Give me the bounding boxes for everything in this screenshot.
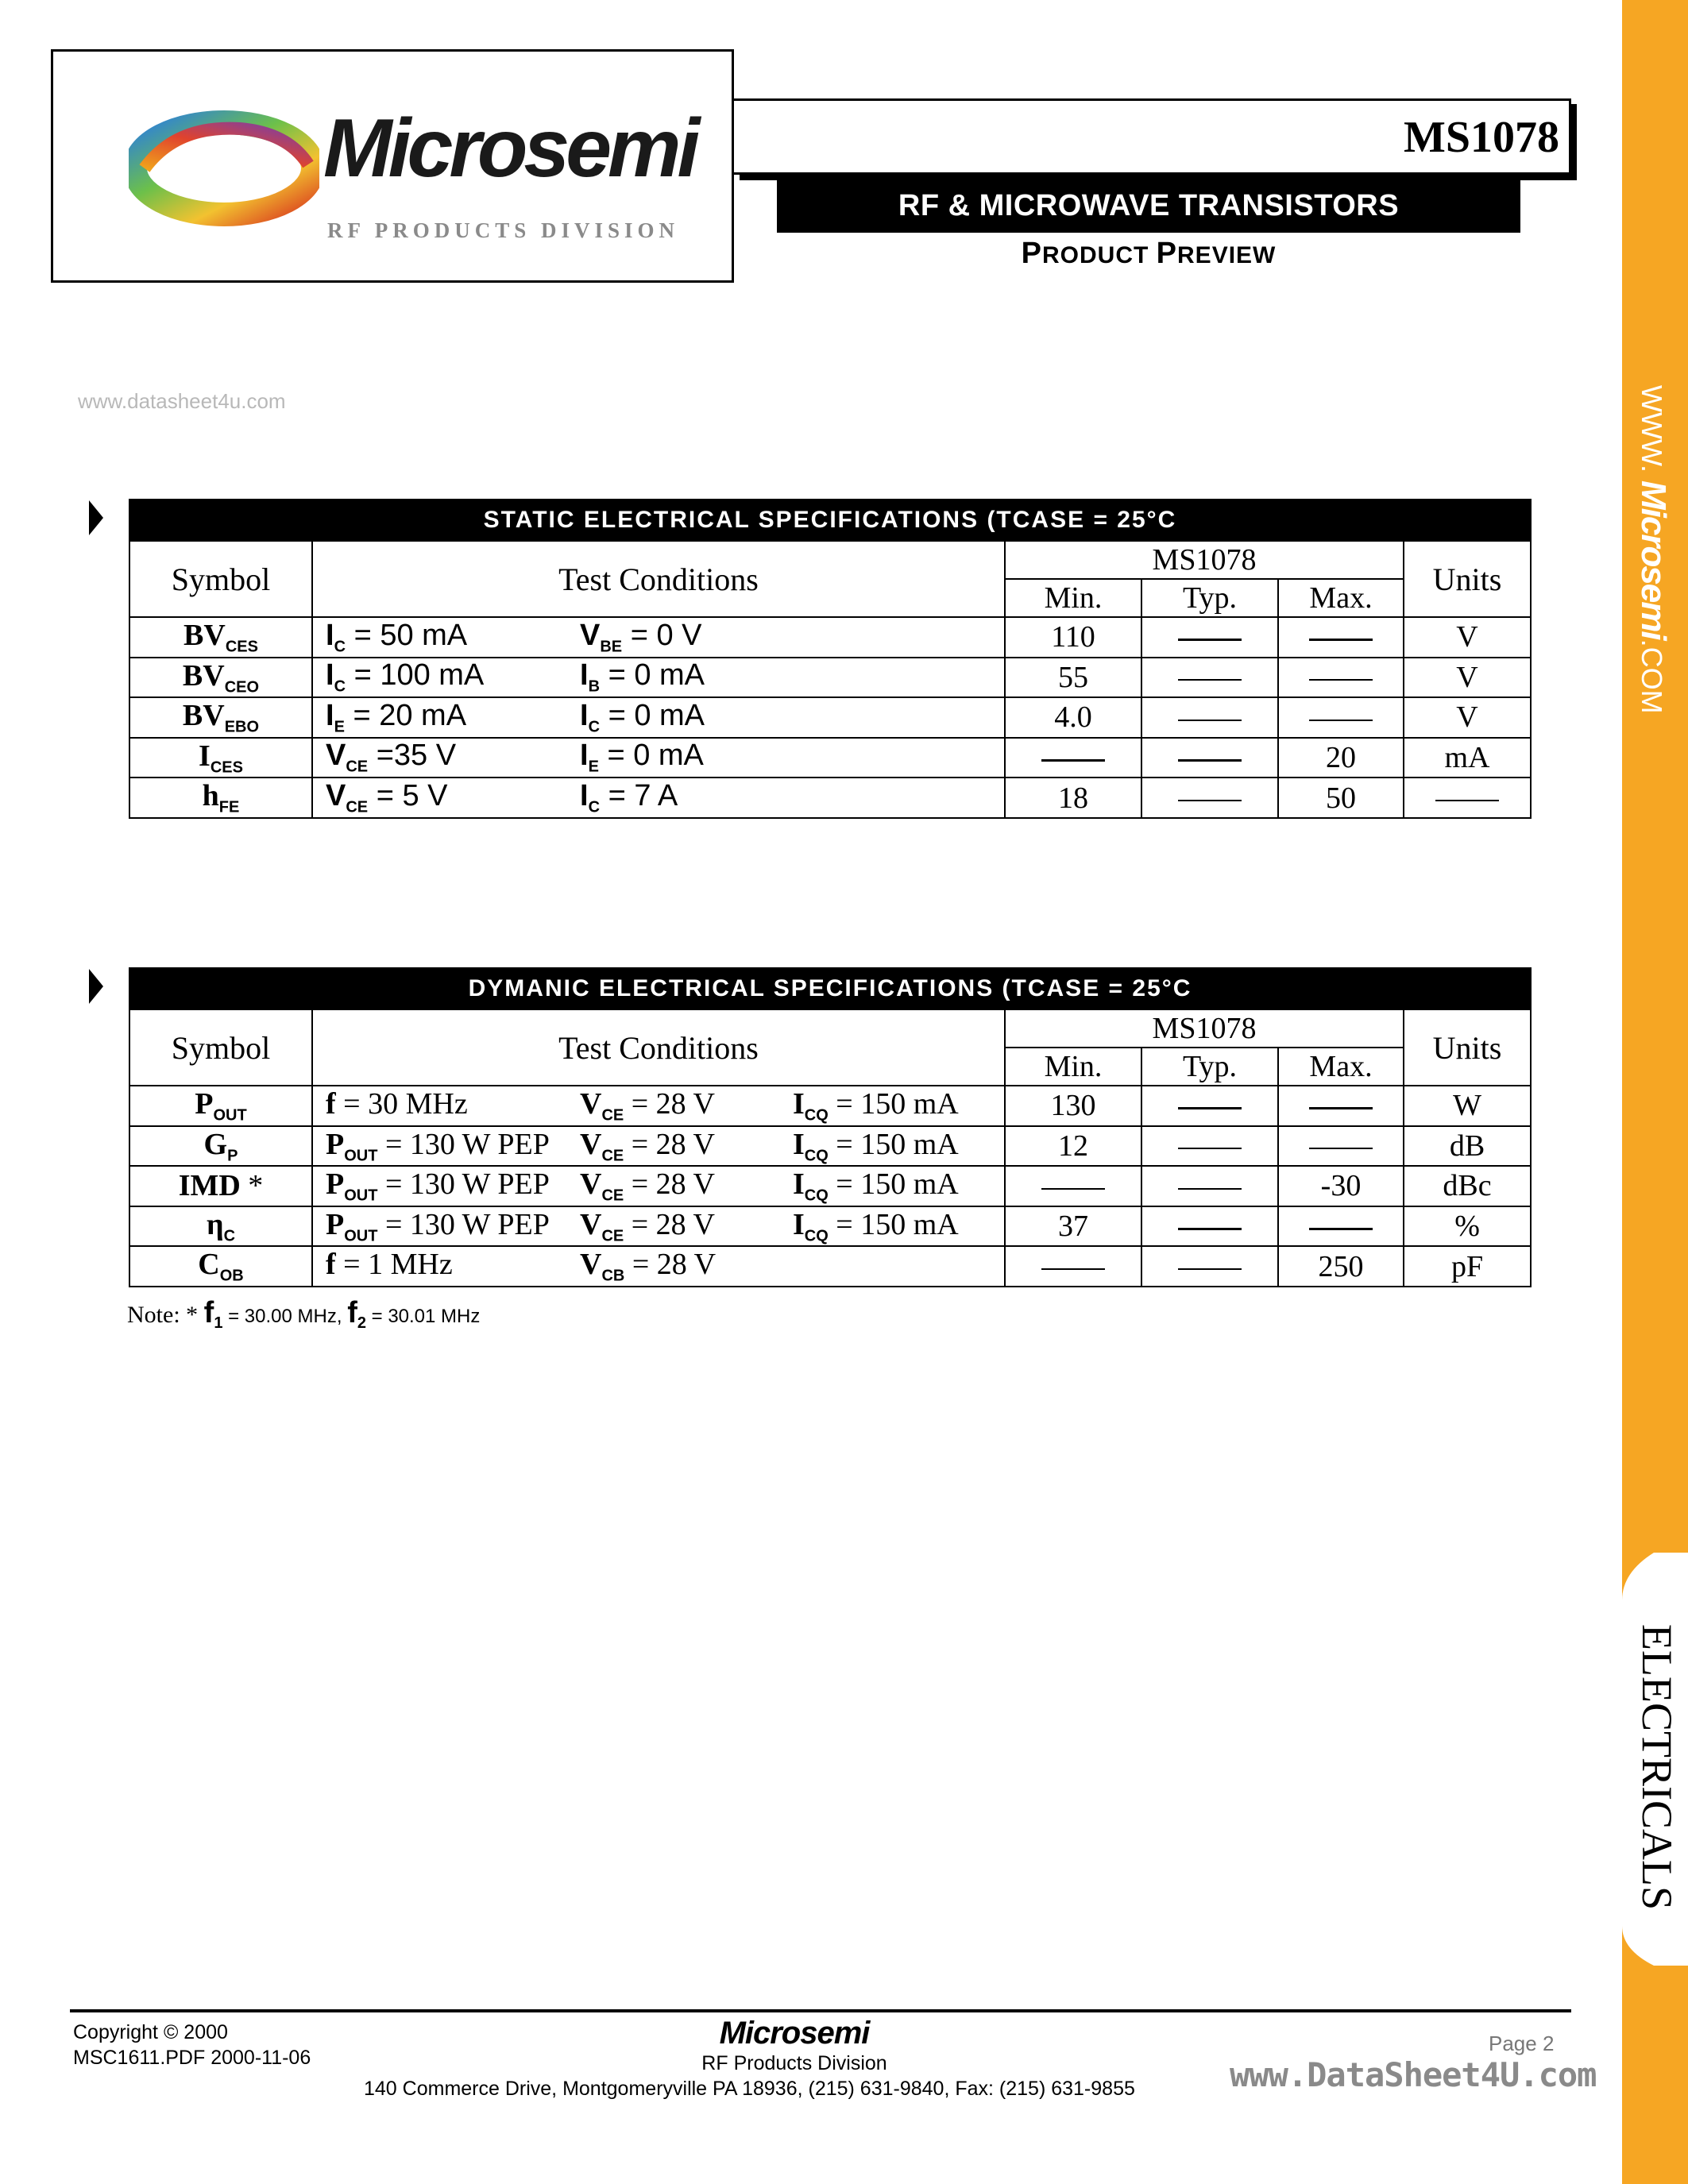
page-number: Page 2	[1489, 2032, 1555, 2055]
col-header-device: MS1078	[1005, 541, 1404, 579]
table-row	[129, 1166, 1531, 1206]
copyright-text: Copyright © 2000	[73, 2021, 228, 2043]
condition-c2: $I_C = 0$ mA	[580, 698, 705, 736]
max-value: 250	[1278, 1246, 1404, 1287]
not-specified-dash	[1309, 1228, 1373, 1230]
table-row	[129, 738, 1531, 778]
condition-c2: $I_B = 0$ mA	[580, 658, 705, 696]
min-value: 110	[1005, 617, 1141, 658]
typ-value	[1141, 617, 1278, 658]
conditions-cell	[312, 1126, 1005, 1167]
condition-c1: $P_{OUT} = 130$ W PEP	[326, 1167, 550, 1205]
footer-address: 140 Commerce Drive, Montgomeryville PA 18936, (215) 631-9840, Fax: (215) 631-9855	[364, 2078, 1135, 2100]
units-value: V	[1404, 617, 1531, 658]
watermark-url: www.datasheet4u.com	[78, 389, 286, 413]
max-value	[1278, 617, 1404, 658]
units-value: W	[1404, 1086, 1531, 1126]
condition-c1: f = 1 MHz	[326, 1248, 453, 1282]
symbol-cell: $BV_{CES}$	[129, 617, 312, 658]
static-specs-table	[129, 499, 1532, 819]
conditions-cell	[312, 617, 1005, 658]
min-value: 130	[1005, 1086, 1141, 1126]
typ-value	[1141, 738, 1278, 778]
section-marker-icon	[89, 500, 103, 535]
document-id: MSC1611.PDF 2000-11-06	[73, 2047, 311, 2069]
symbol-cell: $BV_{CEO}$	[129, 658, 312, 698]
max-value	[1278, 697, 1404, 738]
microsemi-logo-icon	[129, 93, 319, 236]
min-value: 37	[1005, 1206, 1141, 1247]
symbol-cell: $I_{CES}$	[129, 738, 312, 778]
col-header-symbol: Symbol	[129, 1009, 312, 1086]
not-specified-dash	[1178, 1188, 1242, 1190]
not-specified-dash	[1309, 720, 1373, 722]
units-value: %	[1404, 1206, 1531, 1247]
dynamic-specs-table	[129, 967, 1532, 1287]
conditions-cell	[312, 1246, 1005, 1287]
typ-value	[1141, 1166, 1278, 1206]
table-row	[129, 1086, 1531, 1126]
watermark-url: www.DataSheet4U.com	[1230, 2055, 1597, 2094]
table-heading: DYMANIC ELECTRICAL SPECIFICATIONS (TCASE = 25°C	[129, 968, 1531, 1009]
not-specified-dash	[1309, 1107, 1373, 1109]
typ-value	[1141, 1126, 1278, 1167]
not-specified-dash	[1178, 1107, 1242, 1109]
symbol-cell: IMD *	[129, 1166, 312, 1206]
footer-division: RF Products Division	[701, 2052, 887, 2074]
max-value	[1278, 1126, 1404, 1167]
col-header-min: Min.	[1005, 579, 1141, 617]
not-specified-dash	[1435, 800, 1499, 802]
condition-c2: $V_{CE} = 28$ V	[580, 1087, 715, 1125]
table-heading: STATIC ELECTRICAL SPECIFICATIONS (TCASE = 25°C	[129, 500, 1531, 541]
col-header-min: Min.	[1005, 1048, 1141, 1086]
units-value: V	[1404, 697, 1531, 738]
table-row	[129, 658, 1531, 698]
min-value	[1005, 1166, 1141, 1206]
conditions-cell	[312, 697, 1005, 738]
not-specified-dash	[1041, 1268, 1105, 1271]
units-value: dBc	[1404, 1166, 1531, 1206]
not-specified-dash	[1178, 1268, 1242, 1271]
condition-c1: $I_C = 50$ mA	[326, 618, 468, 656]
units-value: mA	[1404, 738, 1531, 778]
max-value: 50	[1278, 778, 1404, 818]
col-header-typ: Typ.	[1141, 579, 1278, 617]
footer-left	[73, 2020, 311, 2070]
section-marker-icon	[89, 969, 103, 1004]
condition-c1: f = 30 MHz	[326, 1087, 468, 1121]
not-specified-dash	[1309, 1148, 1373, 1150]
document-subtitle: PRODUCT PREVIEW	[1021, 237, 1277, 270]
not-specified-dash	[1309, 679, 1373, 681]
part-number-box	[734, 98, 1571, 175]
not-specified-dash	[1178, 759, 1242, 762]
division-label: RF PRODUCTS DIVISION	[327, 218, 680, 242]
table-row	[129, 778, 1531, 818]
max-value	[1278, 658, 1404, 698]
min-value: 4.0	[1005, 697, 1141, 738]
table-row	[129, 1206, 1531, 1247]
condition-c2: $V_{CE} = 28$ V	[580, 1207, 715, 1245]
logo-box	[51, 49, 734, 283]
typ-value	[1141, 1086, 1278, 1126]
condition-c2: $I_E = 0$ mA	[580, 739, 704, 776]
footer-brand: Microsemi	[719, 2016, 870, 2051]
max-value: 20	[1278, 738, 1404, 778]
table-footnote: Note: * $f_1 = 30.00$ MHz, $f_2 = 30.01$ MHz	[127, 1296, 481, 1332]
condition-c1: $V_{CE} = 5$ V	[326, 778, 448, 816]
condition-c1: $I_E = 20$ mA	[326, 698, 467, 736]
typ-value	[1141, 1206, 1278, 1247]
not-specified-dash	[1178, 639, 1242, 641]
col-header-conditions: Test Conditions	[312, 1009, 1005, 1086]
table-row	[129, 1126, 1531, 1167]
units-value: V	[1404, 658, 1531, 698]
col-header-conditions: Test Conditions	[312, 541, 1005, 617]
conditions-cell	[312, 1086, 1005, 1126]
not-specified-dash	[1178, 720, 1242, 722]
not-specified-dash	[1178, 1228, 1242, 1230]
col-header-max: Max.	[1278, 1048, 1404, 1086]
table-row	[129, 697, 1531, 738]
condition-c1: $V_{CE} =35$ V	[326, 739, 457, 776]
condition-c3: $I_{CQ} = 150$ mA	[793, 1087, 959, 1125]
max-value	[1278, 1206, 1404, 1247]
condition-c3: $I_{CQ} = 150$ mA	[793, 1167, 959, 1205]
not-specified-dash	[1178, 1148, 1242, 1150]
col-header-typ: Typ.	[1141, 1048, 1278, 1086]
typ-value	[1141, 778, 1278, 818]
table-row	[129, 617, 1531, 658]
brand-wordmark: Microsemi	[323, 102, 697, 195]
condition-c2: $V_{CB} = 28$ V	[580, 1248, 717, 1285]
not-specified-dash	[1178, 679, 1242, 681]
part-number: MS1078	[1404, 113, 1559, 162]
not-specified-dash	[1178, 800, 1242, 802]
conditions-cell	[312, 778, 1005, 818]
min-value	[1005, 1246, 1141, 1287]
condition-c2: $V_{BE} = 0$ V	[580, 618, 702, 656]
min-value	[1005, 738, 1141, 778]
condition-c1: $P_{OUT} = 130$ W PEP	[326, 1207, 550, 1245]
min-value: 55	[1005, 658, 1141, 698]
col-header-units: Units	[1404, 1009, 1531, 1086]
condition-c2: $I_C = 7$ A	[580, 778, 678, 816]
conditions-cell	[312, 658, 1005, 698]
conditions-cell	[312, 738, 1005, 778]
symbol-cell: $P_{OUT}$	[129, 1086, 312, 1126]
units-value: pF	[1404, 1246, 1531, 1287]
footer-center	[318, 2016, 1271, 2076]
symbol-cell: $h_{FE}$	[129, 778, 312, 818]
min-value: 12	[1005, 1126, 1141, 1167]
side-website: WWW. Microsemi.COM	[1634, 385, 1673, 714]
symbol-cell: $G_P$	[129, 1126, 312, 1167]
typ-value	[1141, 697, 1278, 738]
table-row	[129, 1246, 1531, 1287]
condition-c2: $V_{CE} = 28$ V	[580, 1167, 715, 1205]
min-value: 18	[1005, 778, 1141, 818]
symbol-cell: $\eta_C$	[129, 1206, 312, 1247]
footer-divider	[70, 2009, 1571, 2012]
max-value	[1278, 1086, 1404, 1126]
conditions-cell	[312, 1166, 1005, 1206]
not-specified-dash	[1041, 1188, 1105, 1190]
symbol-cell: $BV_{EBO}$	[129, 697, 312, 738]
col-header-max: Max.	[1278, 579, 1404, 617]
side-section-label: ELECTRICALS	[1633, 1624, 1681, 1910]
condition-c1: $I_C = 100$ mA	[326, 658, 485, 696]
col-header-units: Units	[1404, 541, 1531, 617]
document-title: RF & MICROWAVE TRANSISTORS	[777, 179, 1520, 233]
condition-c3: $I_{CQ} = 150$ mA	[793, 1207, 959, 1245]
not-specified-dash	[1309, 639, 1373, 641]
condition-c1: $P_{OUT} = 130$ W PEP	[326, 1127, 550, 1165]
units-value: dB	[1404, 1126, 1531, 1167]
col-header-symbol: Symbol	[129, 541, 312, 617]
units-value	[1404, 778, 1531, 818]
not-specified-dash	[1041, 759, 1105, 762]
conditions-cell	[312, 1206, 1005, 1247]
symbol-cell: $C_{OB}$	[129, 1246, 312, 1287]
condition-c2: $V_{CE} = 28$ V	[580, 1127, 715, 1165]
max-value: -30	[1278, 1166, 1404, 1206]
typ-value	[1141, 658, 1278, 698]
condition-c3: $I_{CQ} = 150$ mA	[793, 1127, 959, 1165]
col-header-device: MS1078	[1005, 1009, 1404, 1048]
typ-value	[1141, 1246, 1278, 1287]
